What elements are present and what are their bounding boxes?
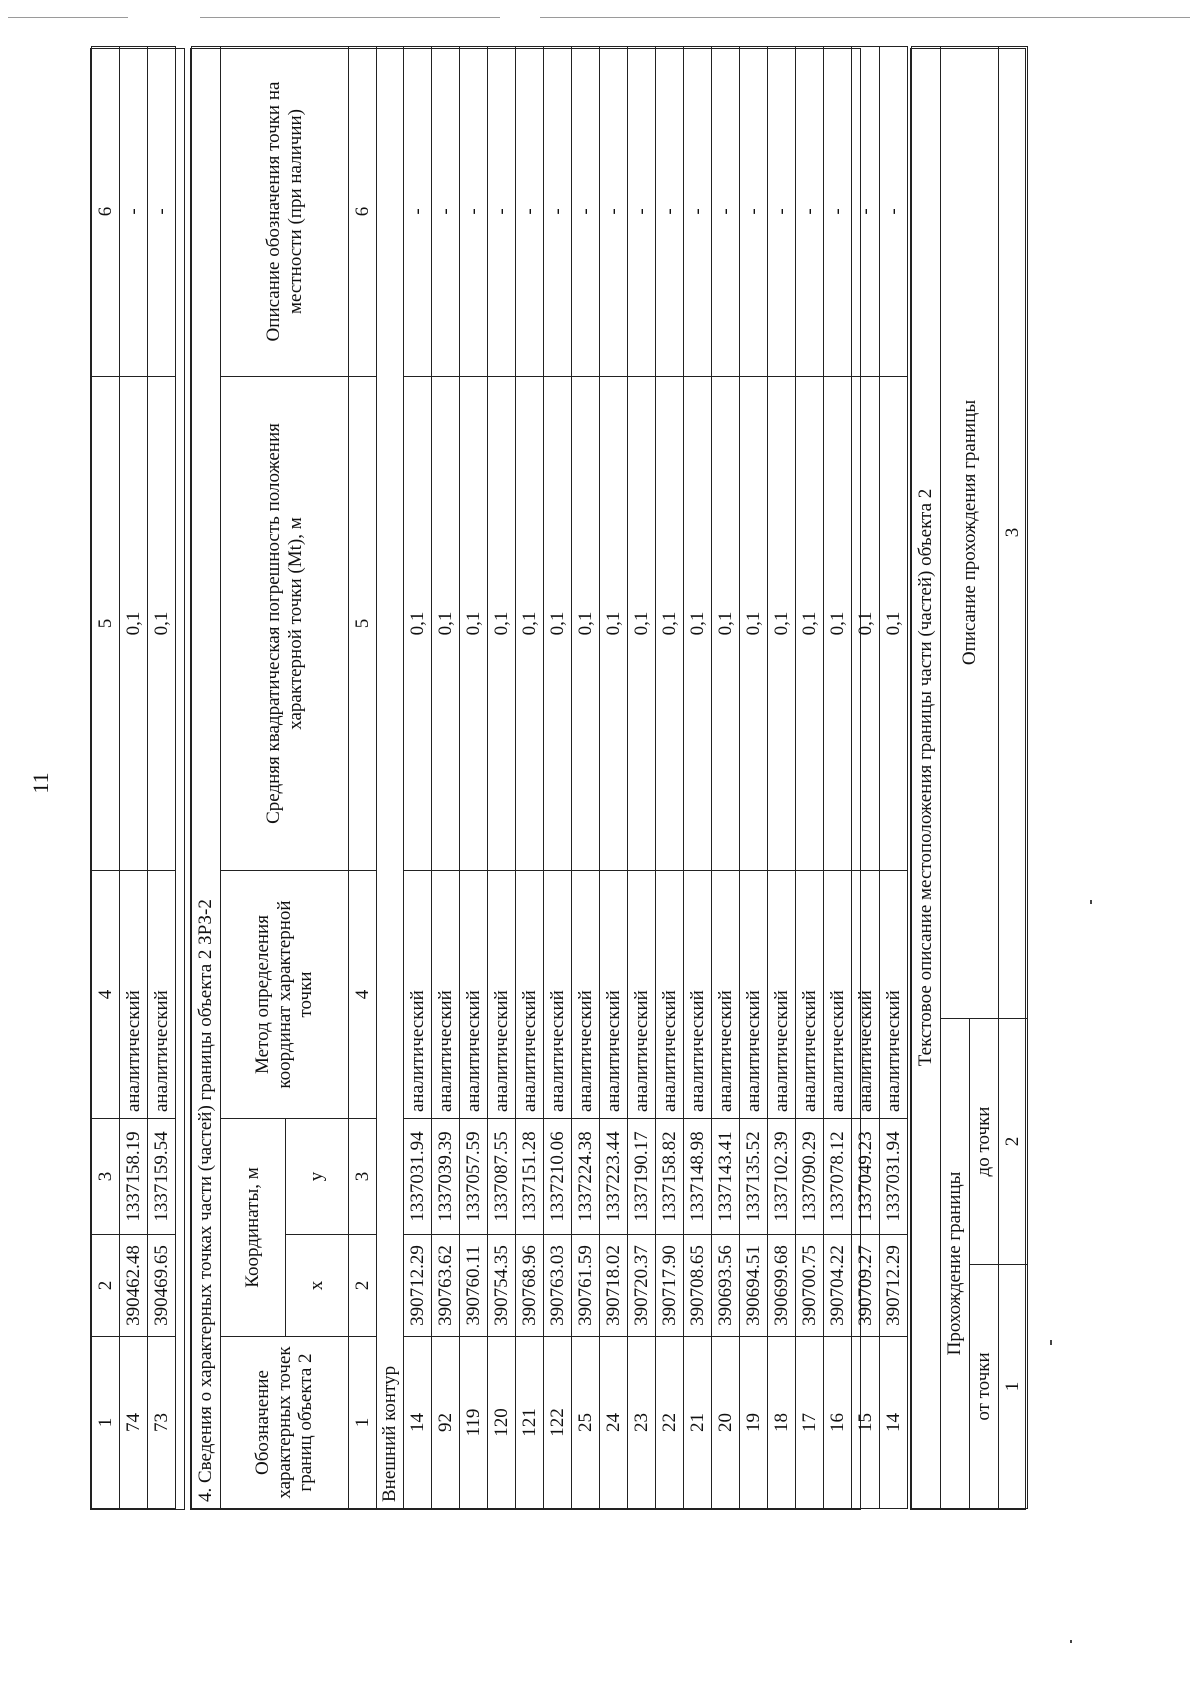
table-row xyxy=(628,47,656,1509)
point-id: 20 xyxy=(712,1337,740,1509)
col-from-header: от точки xyxy=(970,1265,999,1509)
error: 0,1 xyxy=(460,377,488,871)
table-row xyxy=(572,47,600,1509)
description: - xyxy=(572,47,600,377)
col-point-header: Обозначение характерных точек границ объекта 2 xyxy=(221,1337,349,1509)
error: 0,1 xyxy=(120,377,148,871)
section-title-row xyxy=(192,47,221,1509)
contour-label: Внешний контур xyxy=(377,47,404,1509)
point-id: 25 xyxy=(572,1337,600,1509)
error: 0,1 xyxy=(712,377,740,871)
description: - xyxy=(516,47,544,377)
coord-x: 390712.29 xyxy=(880,1235,908,1337)
column-number: 6 xyxy=(92,47,120,377)
description: - xyxy=(488,47,516,377)
text-description-table xyxy=(910,48,1026,1510)
table-row xyxy=(432,47,460,1509)
description: - xyxy=(460,47,488,377)
scan-edge-line xyxy=(8,17,128,18)
error: 0,1 xyxy=(432,377,460,871)
scan-artifact xyxy=(1050,1340,1052,1345)
point-id: 73 xyxy=(148,1337,176,1509)
point-id: 18 xyxy=(768,1337,796,1509)
table-row xyxy=(148,47,176,1509)
table-row xyxy=(516,47,544,1509)
coord-y: 1337135.52 xyxy=(740,1119,768,1235)
table-row xyxy=(656,47,684,1509)
error: 0,1 xyxy=(768,377,796,871)
coord-y: 1337148.98 xyxy=(684,1119,712,1235)
coord-y: 1337049.23 xyxy=(852,1119,880,1235)
method: аналитический xyxy=(120,871,148,1119)
description: - xyxy=(768,47,796,377)
method: аналитический xyxy=(516,871,544,1119)
method: аналитический xyxy=(824,871,852,1119)
coord-y: 1337190.17 xyxy=(628,1119,656,1235)
error: 0,1 xyxy=(824,377,852,871)
point-id: 74 xyxy=(120,1337,148,1509)
method: аналитический xyxy=(600,871,628,1119)
table-row xyxy=(600,47,628,1509)
point-id: 17 xyxy=(796,1337,824,1509)
coord-x: 390469.65 xyxy=(148,1235,176,1337)
error: 0,1 xyxy=(404,377,432,871)
table-row xyxy=(544,47,572,1509)
method: аналитический xyxy=(740,871,768,1119)
point-id: 122 xyxy=(544,1337,572,1509)
column-number: 1 xyxy=(999,1265,1028,1509)
coord-x: 390754.35 xyxy=(488,1235,516,1337)
coord-y: 1337158.19 xyxy=(120,1119,148,1235)
description: - xyxy=(852,47,880,377)
column-number-row xyxy=(92,47,120,1509)
description: - xyxy=(432,47,460,377)
column-number: 2 xyxy=(349,1235,377,1337)
column-number: 5 xyxy=(92,377,120,871)
description: - xyxy=(600,47,628,377)
coord-x: 390763.62 xyxy=(432,1235,460,1337)
coord-y: 1337057.59 xyxy=(460,1119,488,1235)
error: 0,1 xyxy=(852,377,880,871)
method: аналитический xyxy=(572,871,600,1119)
table-row xyxy=(768,47,796,1509)
point-id: 23 xyxy=(628,1337,656,1509)
coord-x: 390694.51 xyxy=(740,1235,768,1337)
error: 0,1 xyxy=(544,377,572,871)
error: 0,1 xyxy=(600,377,628,871)
method: аналитический xyxy=(796,871,824,1119)
error: 0,1 xyxy=(488,377,516,871)
col-desc-header: Описание обозначения точки на местности (при наличии) xyxy=(221,47,349,377)
coord-x: 390717.90 xyxy=(656,1235,684,1337)
column-number-row xyxy=(999,46,1028,1508)
description: - xyxy=(544,47,572,377)
table-row xyxy=(684,47,712,1509)
col-x-header: x xyxy=(286,1235,349,1337)
coord-x: 390720.37 xyxy=(628,1235,656,1337)
description: - xyxy=(824,47,852,377)
coord-x: 390712.29 xyxy=(404,1235,432,1337)
method: аналитический xyxy=(768,871,796,1119)
table-row xyxy=(852,47,880,1509)
coord-x: 390708.65 xyxy=(684,1235,712,1337)
error: 0,1 xyxy=(684,377,712,871)
point-id: 24 xyxy=(600,1337,628,1509)
column-number: 3 xyxy=(349,1119,377,1235)
description: - xyxy=(148,47,176,377)
contour-row xyxy=(377,47,404,1509)
column-number-row xyxy=(349,47,377,1509)
page-number: 11 xyxy=(28,772,53,794)
method: аналитический xyxy=(628,871,656,1119)
coord-y: 1337031.94 xyxy=(880,1119,908,1235)
description: - xyxy=(684,47,712,377)
coord-y: 1337143.41 xyxy=(712,1119,740,1235)
col-to-header: до точки xyxy=(970,1019,999,1265)
table-row xyxy=(740,47,768,1509)
error: 0,1 xyxy=(628,377,656,871)
description: - xyxy=(712,47,740,377)
table-row xyxy=(460,47,488,1509)
method: аналитический xyxy=(460,871,488,1119)
column-number: 2 xyxy=(999,1019,1028,1265)
point-id: 120 xyxy=(488,1337,516,1509)
error: 0,1 xyxy=(148,377,176,871)
table-row xyxy=(712,47,740,1509)
table-row xyxy=(120,47,148,1509)
coord-y: 1337151.28 xyxy=(516,1119,544,1235)
coord-y: 1337223.44 xyxy=(600,1119,628,1235)
description: - xyxy=(628,47,656,377)
point-id: 14 xyxy=(404,1337,432,1509)
point-id: 92 xyxy=(432,1337,460,1509)
description: - xyxy=(120,47,148,377)
error: 0,1 xyxy=(796,377,824,871)
scan-edge-line xyxy=(200,17,500,18)
coord-y: 1337158.82 xyxy=(656,1119,684,1235)
coord-y: 1337159.54 xyxy=(148,1119,176,1235)
method: аналитический xyxy=(488,871,516,1119)
table-row xyxy=(796,47,824,1509)
col-passage-header: Прохождение границы xyxy=(941,1019,970,1509)
column-number: 1 xyxy=(349,1337,377,1509)
method: аналитический xyxy=(432,871,460,1119)
col-y-header: у xyxy=(286,1119,349,1235)
scan-edge-line xyxy=(540,17,1190,18)
column-number: 4 xyxy=(349,871,377,1119)
point-id: 22 xyxy=(656,1337,684,1509)
coord-x: 390693.56 xyxy=(712,1235,740,1337)
table-row xyxy=(404,47,432,1509)
description: - xyxy=(404,47,432,377)
method: аналитический xyxy=(712,871,740,1119)
table-row xyxy=(880,47,908,1509)
coord-x: 390760.11 xyxy=(460,1235,488,1337)
coord-x: 390709.27 xyxy=(852,1235,880,1337)
coord-x: 390699.68 xyxy=(768,1235,796,1337)
coord-y: 1337090.29 xyxy=(796,1119,824,1235)
col-desc-header: Описание прохождения границы xyxy=(941,46,999,1018)
table-row xyxy=(824,47,852,1509)
header-row xyxy=(221,47,286,1509)
text-description-title: Текстовое описание местоположения границы части (частей) объекта 2 xyxy=(912,46,941,1508)
header-row xyxy=(941,46,970,1508)
col-coords-header: Координаты, м xyxy=(221,1119,286,1337)
coord-x: 390768.96 xyxy=(516,1235,544,1337)
coord-y: 1337031.94 xyxy=(404,1119,432,1235)
column-number: 6 xyxy=(349,47,377,377)
description: - xyxy=(656,47,684,377)
coord-y: 1337102.39 xyxy=(768,1119,796,1235)
table-row xyxy=(488,47,516,1509)
point-id: 121 xyxy=(516,1337,544,1509)
caption-row xyxy=(912,46,941,1508)
coord-y: 1337210.06 xyxy=(544,1119,572,1235)
coord-y: 1337078.12 xyxy=(824,1119,852,1235)
coord-x: 390700.75 xyxy=(796,1235,824,1337)
section-title: 4. Сведения о характерных точках части (частей) границы объекта 2 ЗРЗ-2 xyxy=(192,47,221,1509)
scan-artifact xyxy=(1090,900,1092,904)
col-error-header: Средняя квадратическая погрешность положения характерной точки (Mt), м xyxy=(221,377,349,871)
continuation-table xyxy=(90,48,185,1510)
error: 0,1 xyxy=(740,377,768,871)
boundary-points-table xyxy=(190,48,904,1510)
column-number: 5 xyxy=(349,377,377,871)
coord-y: 1337087.55 xyxy=(488,1119,516,1235)
coord-y: 1337224.38 xyxy=(572,1119,600,1235)
coord-x: 390718.02 xyxy=(600,1235,628,1337)
column-number: 3 xyxy=(999,46,1028,1018)
error: 0,1 xyxy=(516,377,544,871)
error: 0,1 xyxy=(656,377,684,871)
column-number: 1 xyxy=(92,1337,120,1509)
rotated-page-content xyxy=(90,48,1060,1510)
point-id: 119 xyxy=(460,1337,488,1509)
coord-x: 390462.48 xyxy=(120,1235,148,1337)
coord-y: 1337039.39 xyxy=(432,1119,460,1235)
description: - xyxy=(740,47,768,377)
method: аналитический xyxy=(148,871,176,1119)
point-id: 16 xyxy=(824,1337,852,1509)
method: аналитический xyxy=(852,871,880,1119)
method: аналитический xyxy=(880,871,908,1119)
method: аналитический xyxy=(544,871,572,1119)
column-number: 3 xyxy=(92,1119,120,1235)
column-number: 4 xyxy=(92,871,120,1119)
method: аналитический xyxy=(684,871,712,1119)
point-id: 19 xyxy=(740,1337,768,1509)
point-id: 21 xyxy=(684,1337,712,1509)
error: 0,1 xyxy=(880,377,908,871)
point-id: 14 xyxy=(880,1337,908,1509)
point-id: 15 xyxy=(852,1337,880,1509)
error: 0,1 xyxy=(572,377,600,871)
coord-x: 390761.59 xyxy=(572,1235,600,1337)
col-method-header: Метод определения координат характерной точки xyxy=(221,871,349,1119)
scan-artifact xyxy=(1070,1640,1072,1643)
description: - xyxy=(796,47,824,377)
method: аналитический xyxy=(404,871,432,1119)
method: аналитический xyxy=(656,871,684,1119)
description: - xyxy=(880,47,908,377)
coord-x: 390704.22 xyxy=(824,1235,852,1337)
coord-x: 390763.03 xyxy=(544,1235,572,1337)
column-number: 2 xyxy=(92,1235,120,1337)
